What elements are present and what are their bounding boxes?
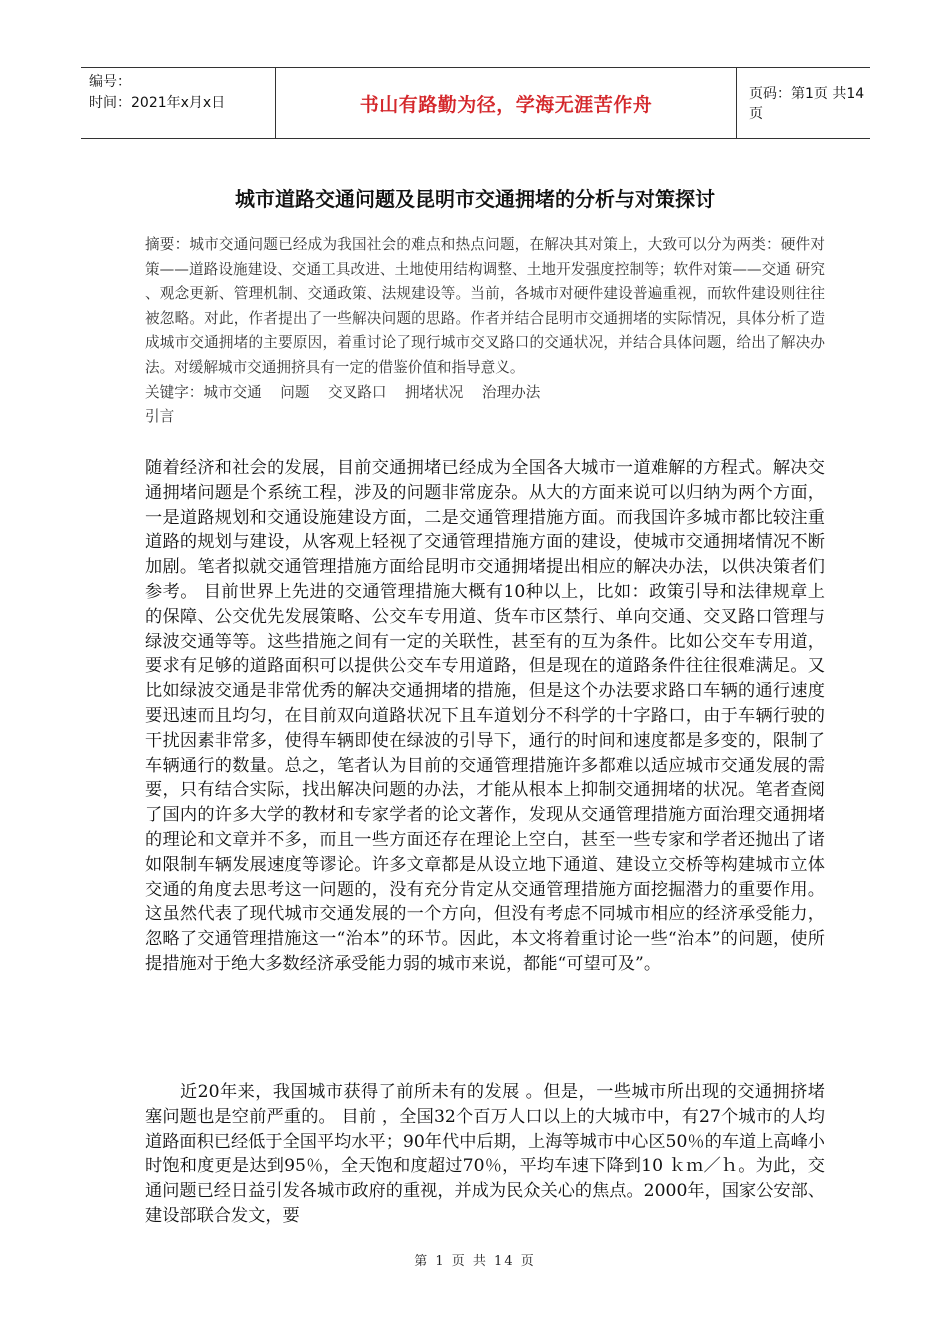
body-section <box>145 456 825 977</box>
header-meta <box>81 68 272 142</box>
paragraph-1: 随着经济和社会的发展，目前交通拥堵已经成为全国各大城市一道难解的方程式。解决交通拥堵问题是个系统工程，涉及的问题非常庞杂。从大的方面来说可以归纳为两个方面，一是道路规划和交通设施建设方面，二是交通管理措施方面。而我国许多城市都比较注重道路的规划与建设，从客观上轻视了交通管理措施方面的建设，使城市交通拥堵情况不断加剧。笔者拟就交通管理措施方面给昆明市交通拥堵提出相应的解决办法，以供决策者们参考。 目前世界上先进的交通管理措施大概有10种以上，比如：政策引导和法律规章上的保障、公交优先发展策略、公交车专用道、货车市区禁行、单向交通、交叉路口管理与绿波交通等等。这些措施之间有一定的关联性，甚至有的互为条件。比如公交车专用道，要求有足够的道路面积可以提供公交车专用道路，但是现在的道路条件往往很难满足。又比如绿波交通是非常优秀的解决交通拥堵的措施，但是这个办法要求路口车辆的通行速度要迅速而且均匀，在目前双向道路状况下且车道划分不科学的十字路口，由于车辆行驶的干扰因素非常多，使得车辆即使在绿波的引导下，通行的时间和速度都是多变的，限制了车辆通行的数量。总之，笔者认为目前的交通管理措施许多都难以适应城市交通发展的需要，只有结合实际，找出解决问题的办法，才能从根本上抑制交通拥堵的状况。笔者查阅了国内的许多大学的教材和专家学者的论文著作，发现从交通管理措施方面治理交通拥堵的理论和文章并不多，而且一些方面还存在理论上空白，甚至一些专家和学者还抛出了诸如限制车辆发展速度等谬论。许多文章都是从设立地下通道、建设立交桥等构建城市立体交通的角度去思考这一问题的，没有充分肯定从交通管理措施方面挖掘潜力的重要作用。这虽然代表了现代城市交通发展的一个方向，但没有考虑不同城市相应的经济承受能力，忽略了交通管理措施这一“治本”的环节。因此，本文将着重讨论一些“治本”的问题，使所提措施对于绝大多数经济承受能力弱的城市来说，都能“可望可及”。 <box>145 458 825 974</box>
number-label: 编号： <box>89 74 131 90</box>
abstract-section <box>145 233 825 430</box>
header-motto-cell <box>275 68 737 138</box>
document-header <box>81 67 870 139</box>
body-section-2 <box>145 1080 825 1229</box>
time-label: 时间：2021年x月x日 <box>89 95 226 111</box>
abstract-text: 摘要：城市交通问题已经成为我国社会的难点和热点问题，在解决其对策上，大致可以分为两类：硬件对策——道路设施建设、交通工具改进、土地使用结构调整、土地开发强度控制等；软件对策——交通 研究 、观念更新、管理机制、交通政策、法规建设等。当前，各城市对硬件建设普遍重视，而软件建设则往往被忽略。对此，作者提出了一些解决问题的思路。作者并结合昆明市交通拥堵的实际情况，具体分析了造成城市交通拥堵的主要原因，着重讨论了现行城市交叉路口的交通状况，并结合具体问题，给出了解决办法。对缓解城市交通拥挤具有一定的借鉴价值和指导意义。 <box>145 236 825 376</box>
keywords-text: 关键字：城市交通 问题 交叉路口 拥堵状况 治理办法 <box>145 383 541 401</box>
document-title: 城市道路交通问题及昆明市交通拥堵的分析与对策探讨 <box>235 187 715 211</box>
page-footer: 第 1 页 共 14 页 <box>414 1254 536 1269</box>
motto-text: 书山有路勤为径，学海无涯苦作舟 <box>359 93 653 116</box>
intro-heading: 引言 <box>145 408 175 426</box>
paragraph-2: 近20年来，我国城市获得了前所未有的发展 。但是，一些城市所出现的交通拥挤堵塞问题也是空前严重的。 目前 ，全国32个百万人口以上的大城市中，有27个城市的人均道路面积已经低于全国平均水平；90年代中后期，上海等城市中心区50％的车道上高峰小时饱和度更是达到95％，全天饱和度超过70％，平均车速下降到10 ｋｍ／ｈ。为此，交通问题已经日益引发各城市政府的重视，并成为民众关心的焦点。2000年，国家公安部、建设部联合发文，要 <box>145 1082 825 1226</box>
header-page-info: 页码：第1页 共14页 <box>749 86 865 122</box>
